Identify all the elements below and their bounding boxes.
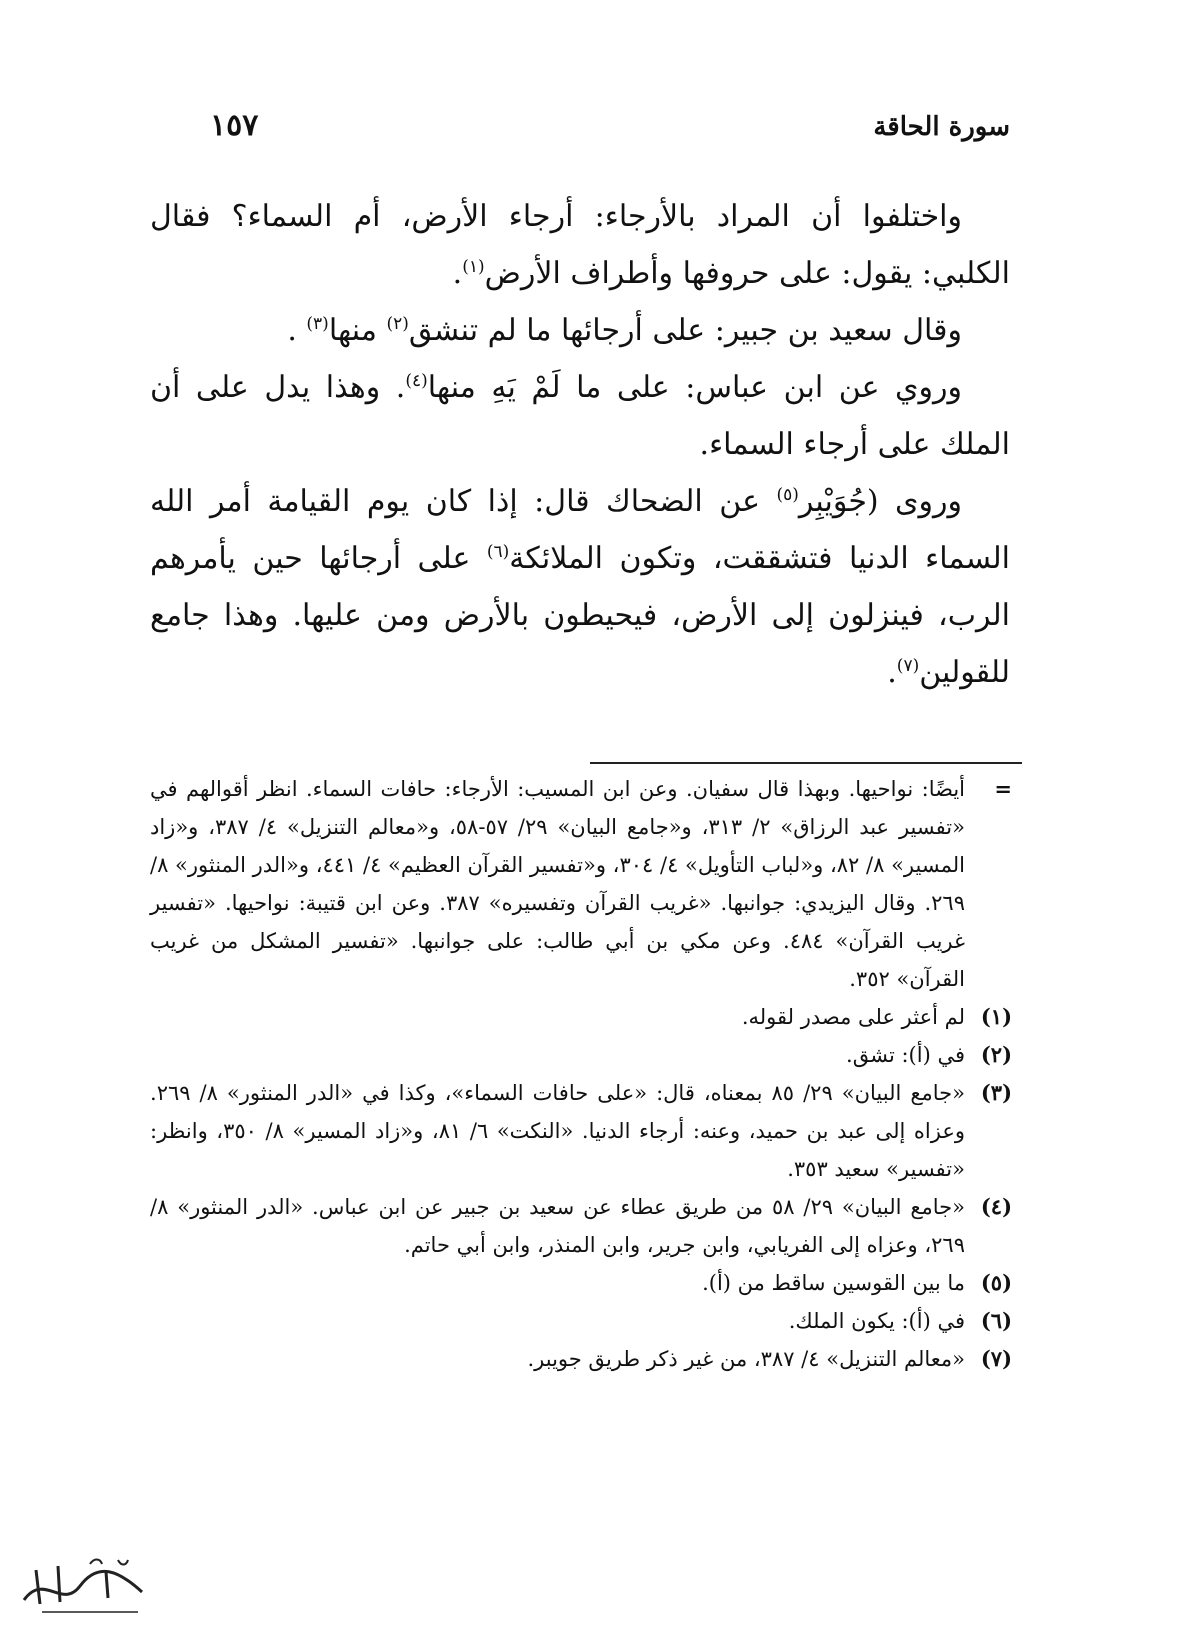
footnote-5 — [150, 1264, 1010, 1302]
paragraph-2-text-a: وقال سعيد بن جبير: على أرجائها ما لم تنشق — [408, 313, 962, 348]
footnote-6 — [150, 1302, 1010, 1340]
footnote-1 — [150, 998, 1010, 1036]
main-text — [150, 188, 1010, 701]
footnote-text: «معالم التنزيل» ٤/ ٣٨٧، من غير ذكر طريق جويبر. — [527, 1347, 965, 1371]
paragraph-2-text-b: منها — [328, 313, 387, 348]
footnote-number: (٣) — [980, 1080, 1012, 1105]
calligraphy-logo — [14, 1552, 154, 1622]
footnote-text: في (أ): تشق. — [846, 1043, 965, 1067]
footnote-number: (٢) — [980, 1042, 1012, 1067]
paragraph-1 — [150, 188, 1010, 302]
footnote-number: (١) — [980, 1004, 1012, 1029]
footnote-2 — [150, 1036, 1010, 1074]
footnote-continuation — [150, 770, 1010, 998]
paragraph-4-text-b: عن الضحاك قال: إذا كان يوم القيامة أمر الله السماء الدنيا فتشققت، وتكون الملائكة — [150, 484, 1011, 576]
footnote-text: في (أ): يكون الملك. — [788, 1309, 965, 1333]
footnote-continuation-text: أيضًا: نواحيها. وبهذا قال سفيان. وعن ابن المسيب: الأرجاء: حافات السماء. انظر أقوالهم في «تفسير عبد الرزاق» ٢/ ٣١٣، و«جامع البيان» ٢٩/ ٥٧-٥٨، و«معالم التنزيل» ٤/ ٣٨٧، و«زاد المسير» ٨/ ٨٢، و«لباب التأويل» ٤/ ٣٠٤، و«تفسير القرآن العظيم» ٤/ ٤٤١، و«الدر المنثور» ٨/ ٢٦٩. وقال اليزيدي: جوانبها. «غريب القرآن وتفسيره» ٣٨٧. وعن ابن قتيبة: نواحيها. «تفسير غريب القرآن» ٤٨٤. وعن مكي بن أبي طالب: على جوانبها. «تفسير المشكل من غريب القرآن» ٣٥٢. — [150, 777, 965, 991]
footnote-ref-3: (٣) — [306, 314, 329, 334]
paragraph-2-end: . — [287, 313, 307, 348]
paragraph-3 — [150, 359, 1010, 473]
paragraph-1-text: واختلفوا أن المراد بالأرجاء: أرجاء الأرض، أم السماء؟ فقال الكلبي: يقول: على حروفها وأطراف الأرض — [150, 199, 1010, 291]
footnote-separator — [590, 762, 1022, 764]
footnote-ref-5: (٥) — [776, 485, 799, 505]
footnote-ref-4: (٤) — [405, 371, 428, 391]
footnote-number: (٤) — [980, 1194, 1012, 1219]
footnote-4 — [150, 1188, 1010, 1264]
paragraph-3-text-b: . وهذا يدل على أن الملك على أرجاء السماء. — [150, 370, 1010, 462]
footnote-text: «جامع البيان» ٢٩/ ٨٥ بمعناه، قال: «على حافات السماء»، وكذا في «الدر المنثور» ٨/ ٢٦٩. وعزاه إلى عبد بن حميد، وعنه: أرجاء الدنيا. «النكت» ٦/ ٨١، و«زاد المسير» ٨/ ٣٥٠، وانظر: «تفسير» سعيد ٣٥٣. — [150, 1081, 965, 1181]
footnote-3 — [150, 1074, 1010, 1188]
paragraph-4-text-a: وروى (جُوَيْبِر — [798, 484, 962, 519]
paragraph-3-text-a: وروي عن ابن عباس: على ما لَمْ يَهِ منها — [427, 370, 962, 405]
running-title: سورة الحاقة — [873, 112, 1010, 142]
footnote-ref-2: (٢) — [386, 314, 409, 334]
continuation-marker: = — [994, 776, 1012, 801]
footnote-text: «جامع البيان» ٢٩/ ٥٨ من طريق عطاء عن سعيد بن جبير عن ابن عباس. «الدر المنثور» ٨/ ٢٦٩، وعزاه إلى الفريابي، وابن جرير، وابن المنذر، وابن أبي حاتم. — [150, 1195, 965, 1257]
footnote-ref-1: (١) — [462, 257, 485, 277]
paragraph-4-text-c: على أرجائها حين يأمرهم الرب، فينزلون إلى الأرض، فيحيطون بالأرض ومن عليها. وهذا جامع للقولين — [150, 541, 1010, 690]
paragraph-4 — [150, 473, 1010, 701]
footnote-text: ما بين القوسين ساقط من (أ). — [702, 1271, 965, 1295]
paragraph-2 — [150, 302, 1010, 359]
footnotes — [150, 770, 1010, 1378]
footnote-number: (٦) — [980, 1308, 1012, 1333]
paragraph-1-end: . — [452, 256, 463, 291]
footnote-number: (٥) — [980, 1270, 1012, 1295]
footnote-text: لم أعثر على مصدر لقوله. — [741, 1005, 965, 1029]
page-header — [150, 108, 1010, 152]
footnote-ref-7: (٧) — [896, 656, 920, 676]
footnote-7 — [150, 1340, 1010, 1378]
footnote-ref-6: (٦) — [486, 542, 510, 562]
page-number: ١٥٧ — [210, 108, 259, 143]
footnote-number: (٧) — [980, 1346, 1012, 1371]
paragraph-4-end: . — [887, 655, 897, 690]
